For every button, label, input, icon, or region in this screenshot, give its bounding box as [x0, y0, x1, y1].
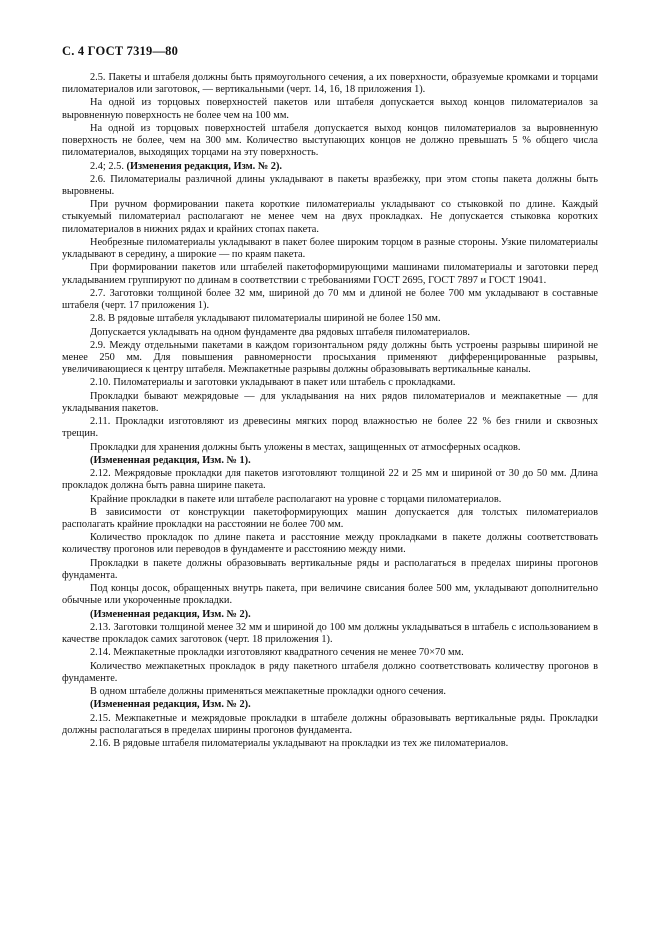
document-body [62, 72, 598, 751]
paragraph: В одном штабеле должны применяться межпакетные прокладки одного сечения. [90, 686, 446, 698]
paragraph: Прокладки бывают межрядовые — для укладывания на них рядов пиломатериалов и межпакетные — для укладывания пакетов. [62, 390, 598, 414]
paragraph: 2.7. Заготовки толщиной более 32 мм, шириной до 70 мм и длиной не более 700 мм укладывают в составные штабеля (черт. 17 приложения 1). [62, 287, 598, 312]
paragraph: 2.9. Между отдельными пакетами в каждом горизонтальном ряду должны быть устроены разрывы шириной не менее 250 мм. Для повышения равномерности просыхания применяют дифференцированные разрывы, увеличивающиеся к центру штабеля. Межпакетные разрывы должны образовывать вертикальные каналы. [62, 339, 598, 376]
paragraph: На одной из торцовых поверхностей штабеля допускается выход концов пиломатериалов за выровненную поверхность не более, чем на 300 мм. Количество выступающих концов не должно превышать 5 % общего числа пиломатериалов, выходящих торцами на эту поверхность. [62, 122, 598, 159]
paragraph: 2.14. Межпакетные прокладки изготовляют квадратного сечения не менее 70×70 мм. [90, 647, 464, 659]
amendment-prefix: 2.4; 2.5. [90, 160, 127, 172]
paragraph: Необрезные пиломатериалы укладывают в пакет более широким торцом в разные стороны. Узкие пиломатериалы укладывают в середину, а широкие — по краям пакета. [62, 236, 598, 261]
paragraph: 2.16. В рядовые штабеля пиломатериалы укладывают на прокладки из тех же пиломатериалов. [90, 737, 509, 749]
amendment-bold: (Изменения редакция, Изм. № 2). [126, 160, 283, 172]
paragraph: Прокладки в пакете должны образовывать вертикальные ряды и располагаться в пределах ширины прогонов фундамента. [62, 557, 598, 581]
paragraph: 2.13. Заготовки толщиной менее 32 мм и шириной до 100 мм должны укладываться в штабель с использованием в качестве прокладок самих заготовок (черт. 18 приложения 1). [62, 621, 598, 646]
paragraph: Количество прокладок по длине пакета и расстояние между прокладками в пакете должны соответствовать количеству прогонов или переводов в фундаменте и расстоянию между ними. [62, 532, 598, 556]
amendment-note: (Измененная редакция, Изм. № 1). [90, 454, 251, 466]
paragraph: 2.12. Межрядовые прокладки для пакетов изготовляют толщиной 22 и 25 мм и шириной от 30 до 50 мм. Длина прокладок должна быть равна ширине пакета. [62, 468, 598, 492]
paragraph: 2.6. Пиломатериалы различной длины укладывают в пакеты вразбежку, при этом стопы пакета должны быть выровнены. [62, 173, 598, 198]
paragraph: Под концы досок, обращенных внутрь пакета, при величине свисания более 500 мм, укладывают дополнительно обычные или укороченные прокладки. [62, 583, 598, 607]
paragraph: При формировании пакетов или штабелей пакетоформирующими машинами пиломатериалы и заготовки перед укладыванием группируют по длинам в соответствии с требованиями ГОСТ 2695, ГОСТ 7897 и ГОСТ 19041. [62, 262, 598, 286]
paragraph: Крайние прокладки в пакете или штабеле располагают на уровне с торцами пиломатериалов. [90, 493, 502, 505]
paragraph: На одной из торцовых поверхностей пакетов или штабеля допускается выход концов пиломатериалов за выровненную поверхность не более чем на 100 мм. [62, 97, 598, 121]
page-header: С. 4 ГОСТ 7319—80 [62, 44, 179, 58]
amendment-note: (Измененная редакция, Изм. № 2). [90, 699, 251, 711]
paragraph: 2.15. Межпакетные и межрядовые прокладки в штабеле должны образовывать вертикальные ряды. Прокладки должны располагаться в пределах ширины прогонов фундамента. [62, 712, 598, 736]
paragraph: 2.8. В рядовые штабеля укладывают пиломатериалы шириной не более 150 мм. [90, 313, 441, 325]
paragraph: 2.11. Прокладки изготовляют из древесины мягких пород влажностью не более 22 % без гнили и сквозных трещин. [62, 416, 598, 440]
amendment-note: (Измененная редакция, Изм. № 2). [90, 608, 251, 620]
amendment-note [62, 161, 598, 173]
paragraph: При ручном формировании пакета короткие пиломатериалы укладывают со стыковкой по длине. Каждый стыкуемый пиломатериал располагают не менее чем на двух прокладках. Не допускается стыковка коротких пиломатериалов в нижних рядах и крайних стопах пакета. [62, 199, 598, 235]
paragraph: Количество межпакетных прокладок в ряду пакетного штабеля должно соответствовать количеству прогонов в фундаменте. [62, 660, 598, 684]
paragraph: 2.10. Пиломатериалы и заготовки укладывают в пакет или штабель с прокладками. [90, 377, 456, 389]
paragraph: Прокладки для хранения должны быть уложены в местах, защищенных от атмосферных осадков. [90, 441, 521, 453]
paragraph: В зависимости от конструкции пакетоформирующих машин допускается для толстых пиломатериалов располагать крайние прокладки на расстоянии не более 700 мм. [62, 506, 598, 530]
paragraph: 2.5. Пакеты и штабеля должны быть прямоугольного сечения, а их поверхности, образуемые кромками и торцами пиломатериалов или заготовок, — вертикальными (черт. 14, 16, 18 приложения 1). [62, 72, 598, 96]
paragraph: Допускается укладывать на одном фундаменте два рядовых штабеля пиломатериалов. [90, 326, 470, 338]
